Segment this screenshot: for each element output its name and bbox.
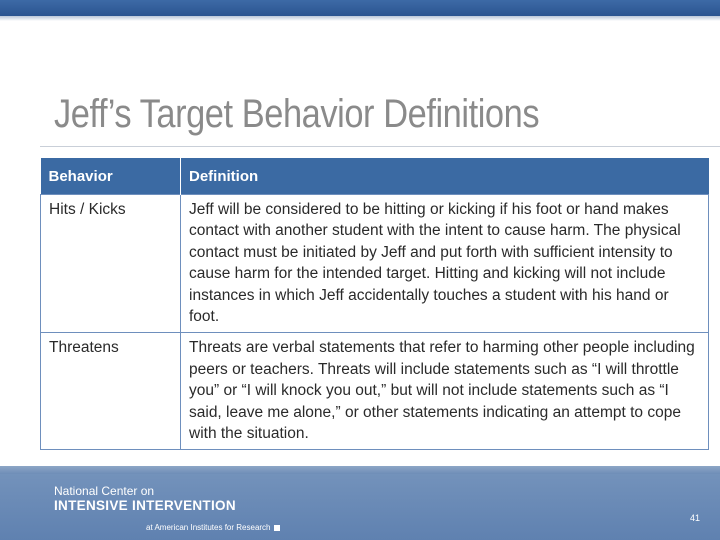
behavior-cell: Threatens (41, 333, 181, 450)
definition-cell: Jeff will be considered to be hitting or kicking if his foot or hand makes contact with another student with the intent to cause harm. The physical contact must be initiated by Jeff and put forth with sufficient intensity to cause harm for the intended target. Hitting and kicking will not include instances in which Jeff accidentally touches a student with his hand or foot. (181, 195, 709, 333)
slide-title: Jeff’s Target Behavior Definitions (54, 92, 540, 136)
top-banner-shadow (0, 16, 720, 21)
table-row (41, 333, 709, 450)
organization-logo (54, 484, 280, 533)
header-definition: Definition (181, 158, 709, 195)
page-number: 41 (689, 513, 700, 523)
table-header-row (41, 158, 709, 195)
logo-tagline: at American Institutes for Research (146, 523, 271, 532)
logo-line-1: National Center on (54, 484, 155, 498)
table-row (41, 195, 709, 333)
header-behavior: Behavior (41, 158, 181, 195)
definition-cell: Threats are verbal statements that refer to harming other people including peers or teachers. Threats will include statements such as “I will throttle you” or “I will knock you out,” but will not include statements such as “I said, leave me alone,” or other statements indicating an attempt to cope with the situation. (181, 333, 709, 450)
behavior-cell: Hits / Kicks (41, 195, 181, 333)
square-icon (274, 525, 280, 531)
definitions-table (40, 158, 709, 450)
title-divider (40, 146, 720, 147)
logo-line-3 (146, 523, 280, 533)
logo-line-2: INTENSIVE INTERVENTION (54, 498, 236, 513)
top-banner-bar (0, 0, 720, 16)
footer-stripe (0, 466, 720, 474)
